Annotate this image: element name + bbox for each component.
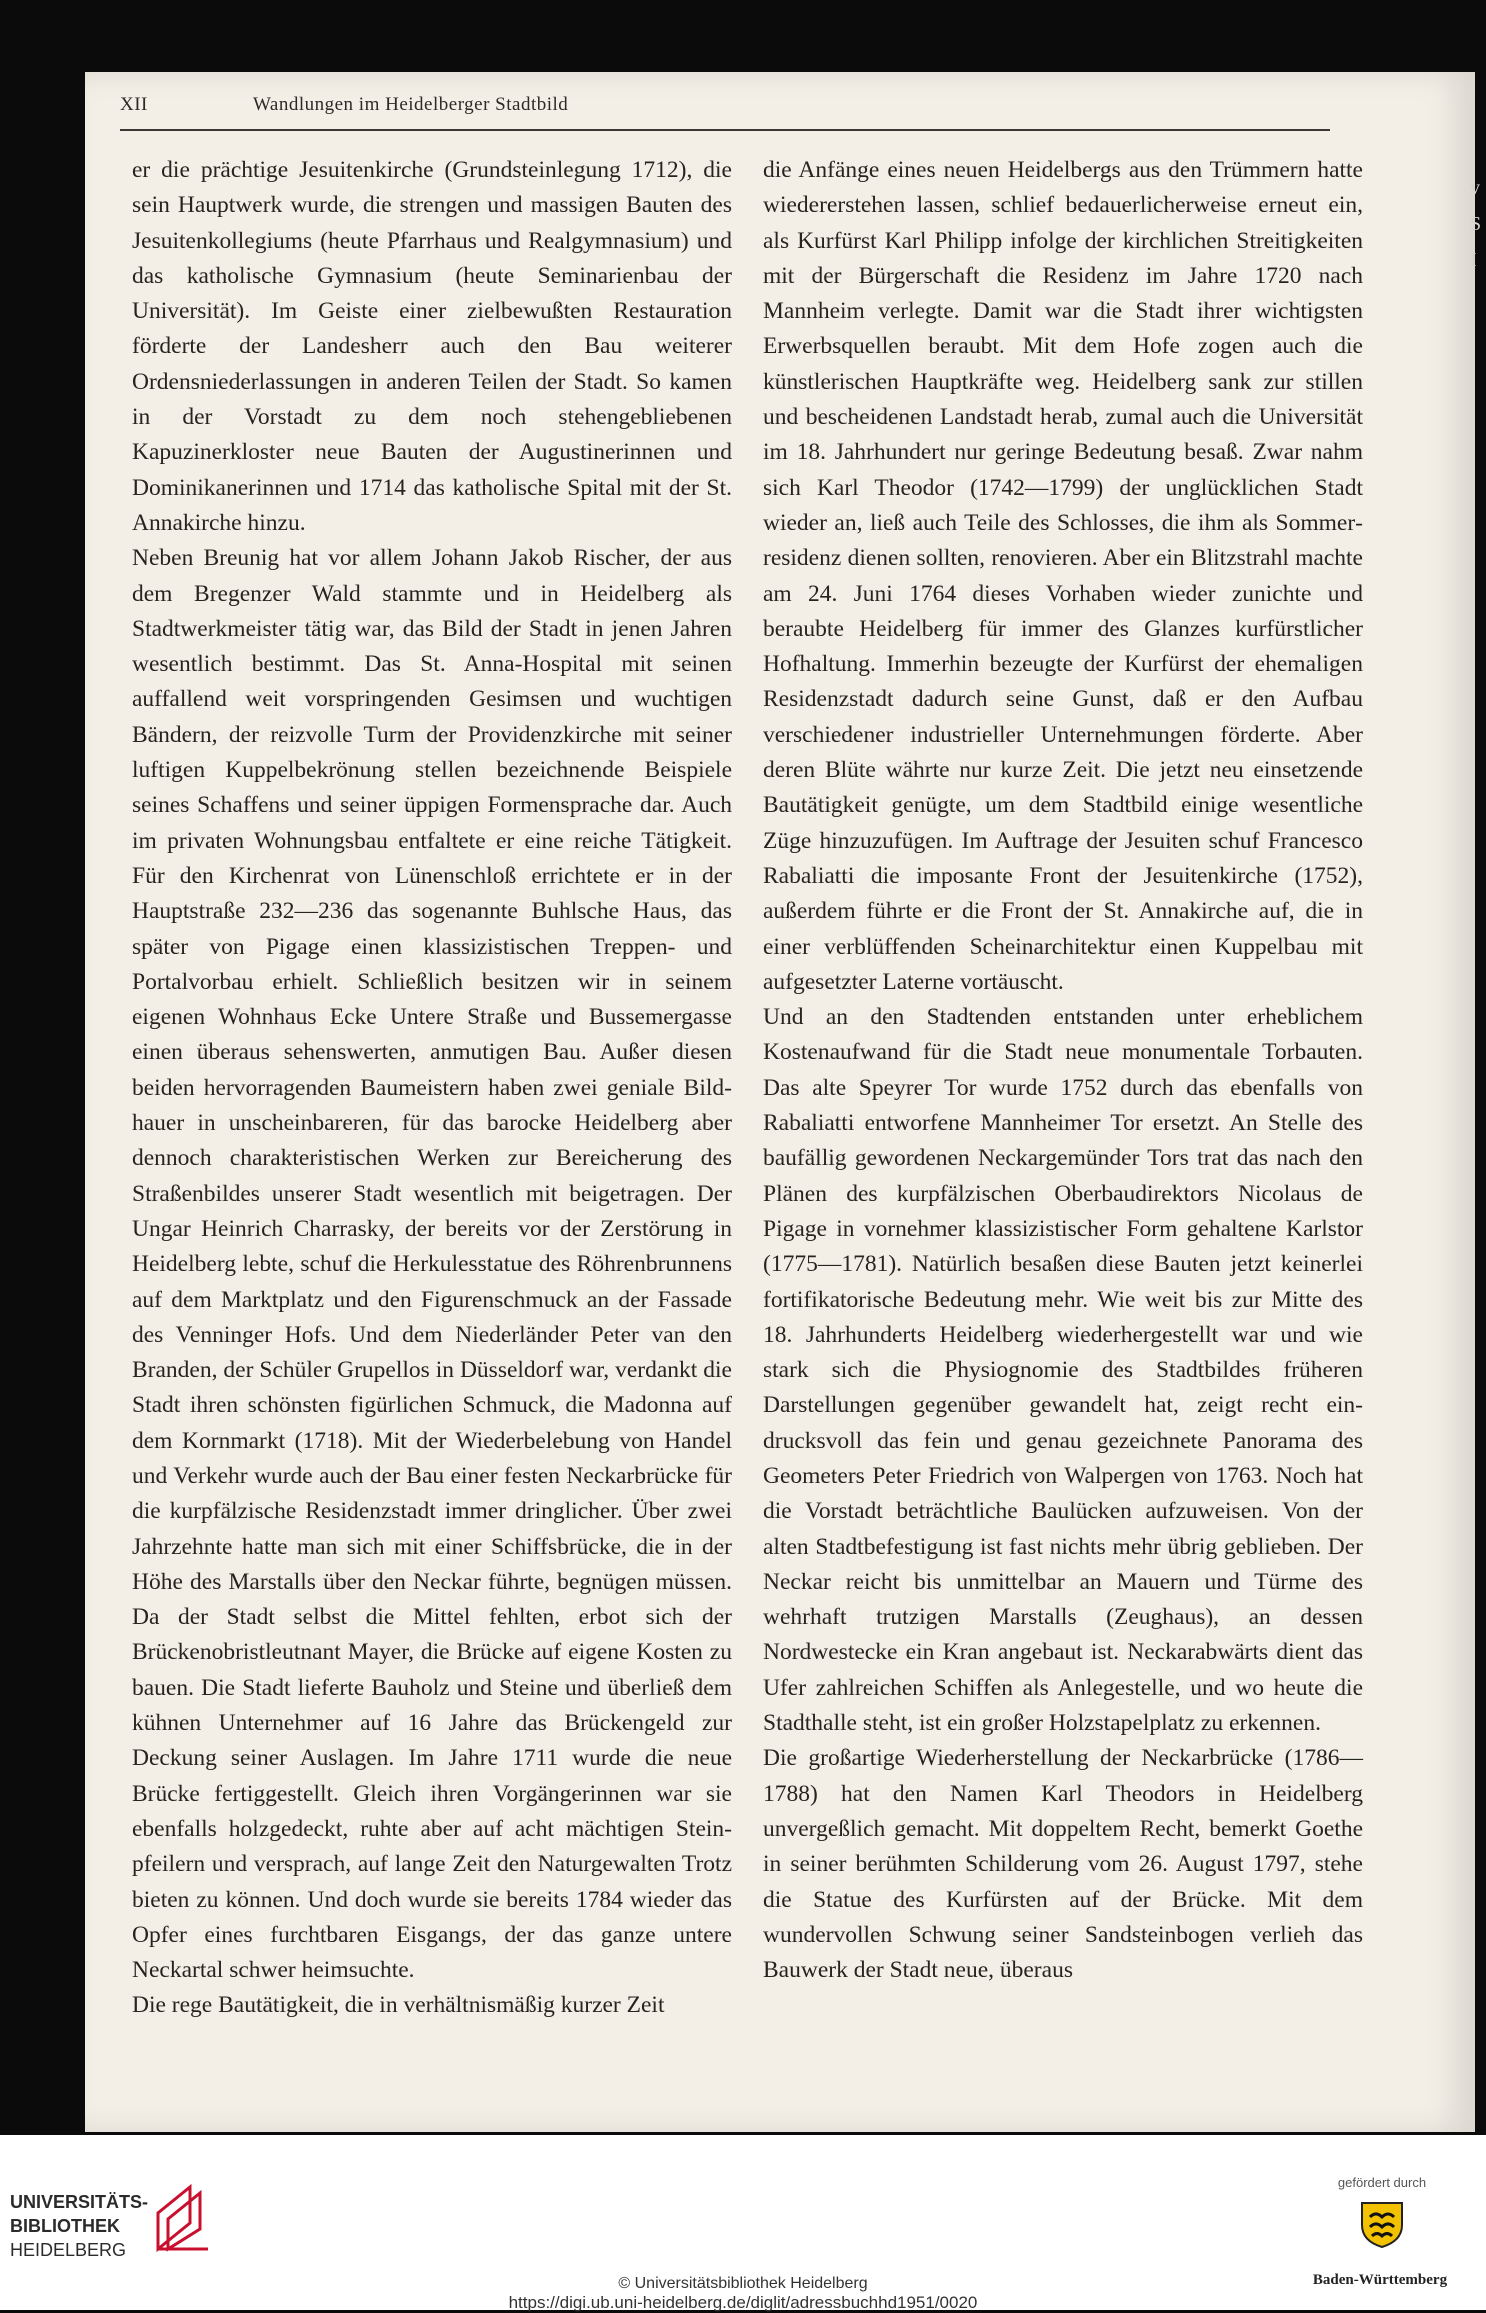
paragraph: Die großartige Wiederherstellung der Neckarbrücke (1786—1788) hat den Namen Karl Theodors in Heidelberg unvergeßlich gemacht. Mit doppeltem Recht, bemerkt Goethe in seiner berühmten Schilderung vom 26. August 1797, stehe die Statue des Kurfürsten auf der Brücke. Mit dem wundervollen Schwung seiner Sandsteinbogen verlieh das Bauwerk der Stadt neue, überaus — [763, 1745, 1363, 1984]
library-name-line1: UNIVERSITÄTS- — [10, 2192, 149, 2212]
viewer-footer — [0, 2135, 1486, 2310]
library-logo-text[interactable] — [10, 2190, 148, 2262]
library-name-line3: HEIDELBERG — [10, 2240, 127, 2260]
library-logo-icon[interactable] — [150, 2183, 210, 2253]
funder-name: Baden-Württemberg — [1312, 2272, 1448, 2288]
text-column-left — [132, 153, 732, 2024]
edge-letter: v — [1470, 177, 1480, 199]
edge-letter: I — [1470, 249, 1477, 271]
paragraph: er die prächtige Jesuitenkirche (Grundsteinlegung 1712), die sein Hauptwerk wurde, die strengen und massigen Bauten des Jesuitenkollegiums (heute Pfarrhaus und Realgymnasium) und das katholische Gymnasium (heute Seminarienbau der Universität). Im Geiste einer zielbewußten Restauration förderte der Landesherr auch den Bau weiterer Ordensniederlassungen in anderen Teilen der Stadt. So kamen in der Vorstadt zu dem noch stehengebliebenen Kapuzinerkloster neue Bauten der Augustinerinnen und Dominikanerinnen und 1714 das katholische Spital mit der St. Annakirche hinzu. — [132, 157, 732, 536]
header-rule — [120, 129, 1330, 131]
coat-of-arms-icon — [1356, 2195, 1408, 2249]
page-number: XII — [120, 94, 148, 115]
paragraph: Und an den Stadtenden entstanden unter erheblichem Kostenaufwand für die Stadt neue monumentale Torbauten. Das alte Speyrer Tor wurde 1752 durch das ebenfalls von Rabaliatti entworfene Mannheimer Tor ersetzt. An Stelle des baufällig gewordenen Neckargemünder Tors trat das nach den Plänen des kurpfälzischen Oberbaudirektors Nicolaus de Pigage in vornehmer klassizistischer Form gehaltene Karlstor (1775—1781). Natürlich besaßen diese Bauten jetzt keinerlei fortifikatorische Bedeutung mehr. Wie weit bis zur Mitte des 18. Jahrhunderts Heidelberg wiederhergestellt war und wie stark sich die Physiognomie des Stadtbildes früheren Darstellungen gegenüber gewandelt hat, zeigt recht eindrucksvoll das fein und genau gezeichnete Panorama des Geometers Peter Friedrich von Walpergen von 1763. Noch hat die Vorstadt beträchtliche Baulücken aufzuweisen. Von der alten Stadtbefestigung ist fast nichts mehr übrig geblieben. Der Neckar reicht bis unmittelbar an Mauern und Türme des wehrhaft trutzigen Marstalls (Zeughaus), an dessen Nordwestecke ein Kran angebaut ist. Neckarabwärts dient das Ufer zahlreichen Schiffen als Anlegestelle, und wo heute die Stadthalle steht, ist ein großer Holzstapelplatz zu erkennen. — [763, 1004, 1363, 1737]
paragraph: Die rege Bautätigkeit, die in verhältnismäßig kurzer Zeit — [132, 1992, 665, 2019]
copyright-notice: © Universitätsbibliothek Heidelberg — [618, 2275, 868, 2292]
library-name-line2: BIBLIOTHEK — [10, 2216, 120, 2236]
text-column-right — [763, 153, 1363, 1988]
edge-letter: S — [1470, 213, 1482, 235]
running-title: Wandlungen im Heidelberger Stadtbild — [253, 94, 569, 115]
paragraph: Neben Breunig hat vor allem Johann Jakob Rischer, der aus dem Bregenzer Wald stammte und in Heidelberg als Stadtwerkmeister tätig war, das Bild der Stadt in jenen Jahren wesentlich bestimmt. Das St. Anna-Hospital mit seinen auffallend weit vorspringenden Gesimsen und wuchtigen Bändern, der reizvolle Turm der Providenzkirche mit seiner luftigen Kuppelbekrönung stellen bezeichnende Beispiele seines Schaffens und seiner üppigen Formensprache dar. Auch im privaten Wohnungsbau entfaltete er eine reiche Tätigkeit. Für den Kirchenrat von Lünenschloß errichtete er in der Hauptstraße 232—236 das sogenannte Buhlsche Haus, das später von Pigage einen klassizistischen Treppen- und Portalvorbau erhielt. Schließlich besitzen wir in seinem eigenen Wohnhaus Ecke Untere Straße und Bussemergasse einen überaus sehenswerten, anmutigen Bau. Außer diesen beiden hervorragenden Baumeistern haben zwei geniale Bildhauer in unscheinbareren, für das barocke Heidelberg aber dennoch charakteristischen Werken zur Bereicherung des Straßenbildes unserer Stadt wesentlich mit beigetragen. Der Ungar Heinrich Charrasky, der bereits vor der Zerstörung in Heidelberg lebte, schuf die Herkulesstatue des Röhrenbrunnens auf dem Marktplatz und den Figurenschmuck an der Fassade des Venninger Hofs. Und dem Niederländer Peter van den Branden, der Schüler Grupellos in Düsseldorf war, verdankt die Stadt ihren schönsten figürlichen Schmuck, die Madonna auf dem Kornmarkt (1718). Mit der Wiederbelebung von Handel und Verkehr wurde auch der Bau einer festen Neckarbrücke für die kurpfälzische Residenzstadt immer dringlicher. Über zwei Jahrzehnte hatte man sich mit einer Schiffsbrücke, die in der Höhe des Marstalls über den Neckar führte, begnügen müssen. Da der Stadt selbst die Mittel fehlten, erbot sich der Brückenobristleutnant Mayer, die Brücke auf eigene Kosten zu bauen. Die Stadt lieferte Bauholz und Steine und überließ dem kühnen Unternehmer auf 16 Jahre das Brückengeld zur Deckung seiner Auslagen. Im Jahre 1711 wurde die neue Brücke fertiggestellt. Gleich ihren Vorgängerinnen war sie ebenfalls holzgedeckt, ruhte aber auf acht mächtigen Steinpfeilern und versprach, auf lange Zeit den Naturgewalten Trotz bieten zu können. Und doch wurde sie bereits 1784 wieder das Opfer eines furchtbaren Eisgangs, der das ganze untere Neckartal schwer heimsuchte. — [132, 545, 732, 1984]
paragraph: die Anfänge eines neuen Heidelbergs aus den Trümmern hatte wiedererstehen lassen, schlief bedauerlicherweise erneut ein, als Kurfürst Karl Philipp infolge der kirchlichen Streitigkeiten mit der Bürgerschaft die Residenz im Jahre 1720 nach Mannheim verlegte. Damit war die Stadt ihrer wichtigsten Erwerbsquellen beraubt. Mit dem Hofe zogen auch die künstlerischen Hauptkräfte weg. Heidelberg sank zur stillen und bescheidenen Landstadt herab, zumal auch die Universität im 18. Jahrhundert nur geringe Bedeutung besaß. Zwar nahm sich Karl Theodor (1742—1799) der unglücklichen Stadt wieder an, ließ auch Teile des Schlosses, die ihm als Sommerresidenz dienen sollten, renovieren. Aber ein Blitzstrahl machte am 24. Juni 1764 dieses Vorhaben wieder zunichte und beraubte Heidelberg für immer des Glanzes kurfürstlicher Hofhaltung. Immerhin bezeugte der Kurfürst der ehemaligen Residenzstadt dadurch seine Gunst, daß er den Aufbau verschiedener industrieller Unternehmungen förderte. Aber deren Blüte währte nur kurze Zeit. Die jetzt neu einsetzende Bautätigkeit genügte, um dem Stadtbild einige wesentliche Züge hinzuzufügen. Im Auftrage der Jesuiten schuf Francesco Rabaliatti die imposante Front der Jesuitenkirche (1752), außerdem führte er die Front der St. Annakirche auf, die in einer verblüffenden Scheinarchitektur einen Kuppelbau mit aufgesetzter Laterne vortäuscht. — [763, 157, 1363, 995]
permalink[interactable]: https://digi.ub.uni-heidelberg.de/diglit/adressbuchhd1951/0020 — [508, 2293, 978, 2312]
facing-page-edge — [1470, 170, 1484, 278]
funded-by-label: gefördert durch — [1337, 2175, 1427, 2190]
page-header — [120, 94, 1400, 124]
